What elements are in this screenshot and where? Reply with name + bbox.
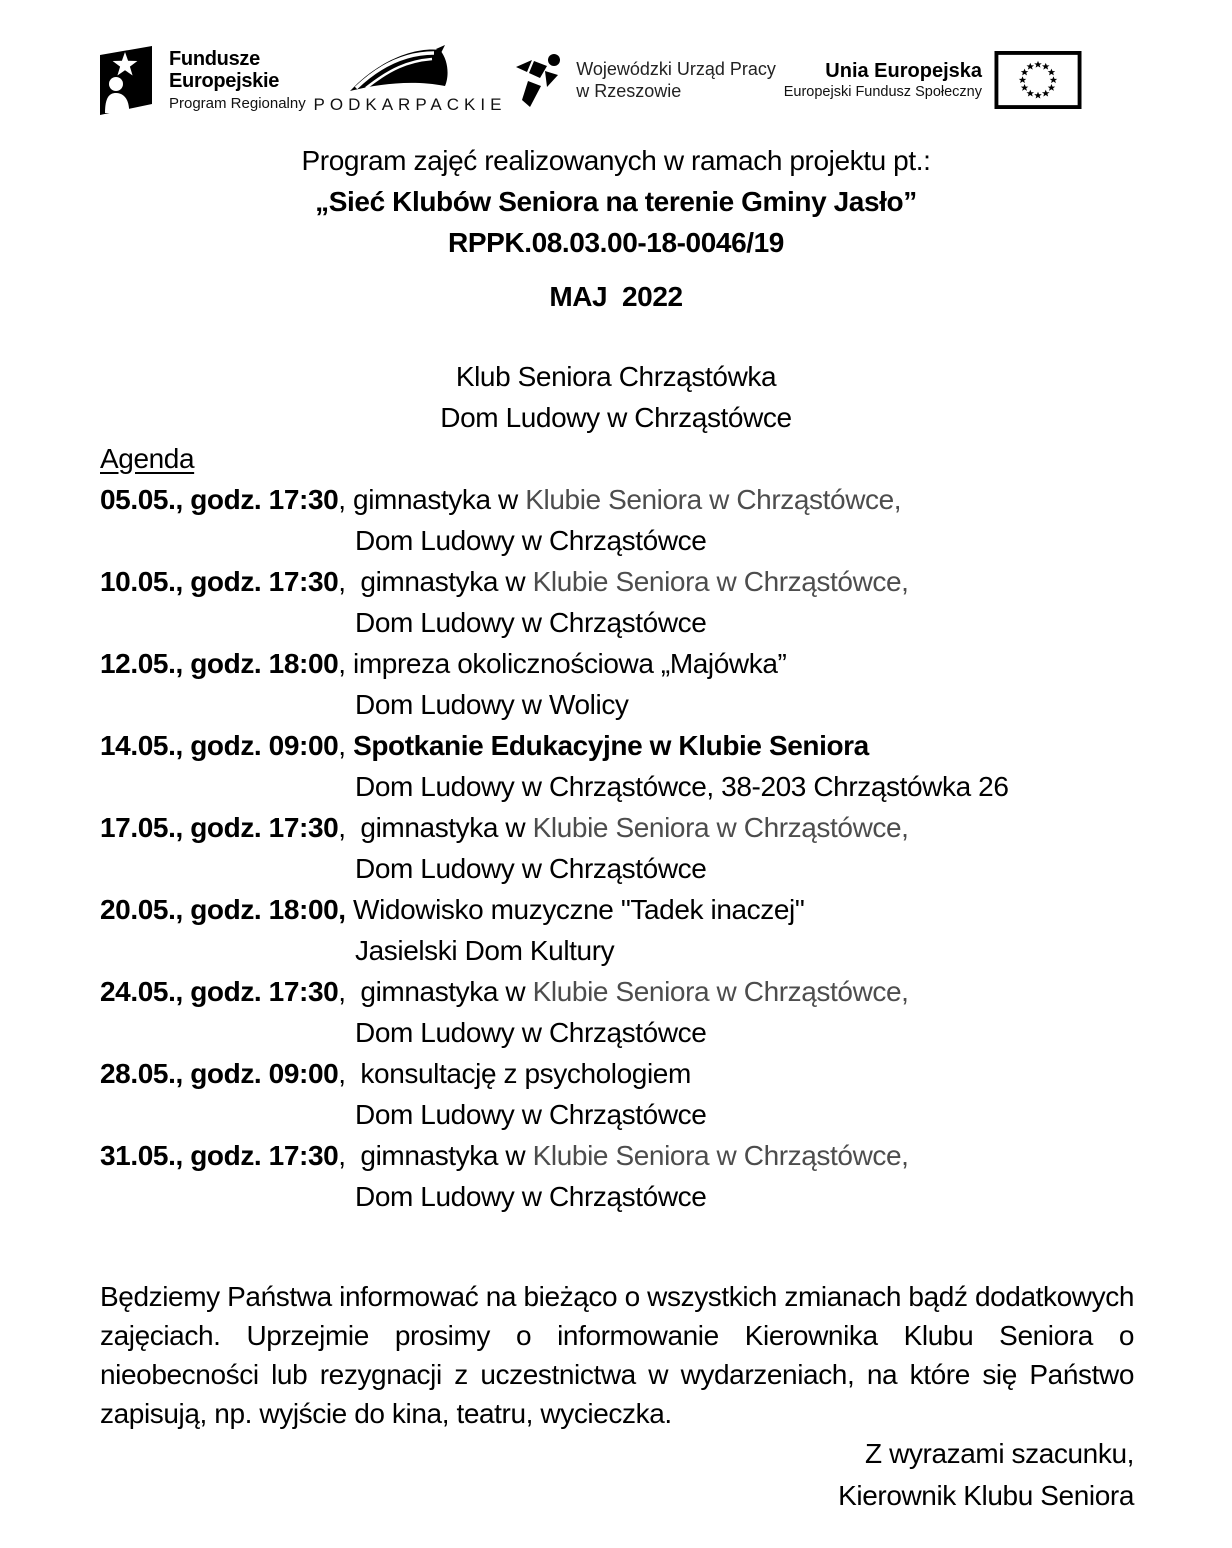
- document-title-block: [0, 140, 1232, 317]
- logo-unia-europejska: [784, 51, 1082, 109]
- event-activity: , impreza okolicznościowa „Majówka”: [338, 648, 787, 679]
- event-activity-muted: Klubie Seniora w Chrząstówce,: [532, 566, 909, 597]
- agenda-event: [100, 643, 1134, 725]
- event-title: [100, 643, 1134, 684]
- event-activity: , gimnastyka w: [338, 812, 533, 843]
- event-date: 05.05., godz. 17:30: [100, 484, 339, 515]
- event-location: Dom Ludowy w Chrząstówce: [355, 1017, 707, 1048]
- event-location: Dom Ludowy w Chrząstówce, 38-203 Chrząstówka 26: [355, 771, 1009, 802]
- event-activity: , gimnastyka w: [338, 976, 533, 1007]
- content: [0, 438, 1232, 1517]
- event-location: Dom Ludowy w Chrząstówce: [355, 1181, 707, 1212]
- eu-logo-text: [784, 60, 982, 100]
- project-title: „Sieć Klubów Seniora na terenie Gminy Jasło”: [315, 186, 917, 217]
- venue-club: Klub Seniora Chrząstówka: [455, 361, 777, 392]
- event-activity-muted: Klubie Seniora w Chrząstówce,: [532, 812, 909, 843]
- month-title: MAJ 2022: [549, 281, 683, 312]
- signature-role: Kierownik Klubu Seniora: [838, 1480, 1134, 1511]
- fundusze-europejskie-flag-icon: [95, 44, 157, 116]
- agenda-event: [100, 889, 1134, 971]
- agenda-event: [100, 561, 1134, 643]
- event-date: 17.05., godz. 17:30: [100, 812, 339, 843]
- agenda-event: [100, 1053, 1134, 1135]
- event-location: Dom Ludowy w Chrząstówce: [355, 525, 707, 556]
- event-activity-muted: Klubie Seniora w Chrząstówce,: [532, 976, 909, 1007]
- project-number: RPPK.08.03.00-18-0046/19: [448, 227, 784, 258]
- agenda-event: [100, 479, 1134, 561]
- fundusze-logo-subtitle: Program Regionalny: [169, 95, 306, 112]
- event-title: [100, 807, 1134, 848]
- event-activity-muted: Klubie Seniora w Chrząstówce,: [525, 484, 902, 515]
- eu-logo-subtitle: Europejski Fundusz Społeczny: [783, 84, 982, 100]
- event-activity: , gimnastyka w: [338, 484, 526, 515]
- podkarpackie-swoosh-icon: [346, 45, 474, 93]
- logo-podkarpackie: [314, 45, 507, 115]
- fundusze-logo-title: [169, 48, 306, 92]
- eu-logo-title: Unia Europejska: [825, 60, 982, 82]
- wup-text-line2: w Rzeszowie: [576, 81, 682, 101]
- event-date: 12.05., godz. 18:00: [100, 648, 339, 679]
- eu-flag-icon: [994, 51, 1082, 109]
- event-date: 10.05., godz. 17:30: [100, 566, 339, 597]
- event-date: 14.05., godz. 09:00: [100, 730, 339, 761]
- event-activity: ,: [338, 730, 354, 761]
- title-intro: Program zajęć realizowanych w ramach projektu pt.:: [301, 145, 931, 176]
- wup-rzeszow-figure-icon: [514, 51, 566, 109]
- footer-note: Będziemy Państwa informować na bieżąco o wszystkich zmianach bądź dodatkowych zajęciach. Uprzejmie prosimy o informowanie Kierownika Klubu Seniora o nieobecności lub rezygnacji z uczestnictwa w wydarzeniach, na które się Państwo zapisują, np. wyjście do kina, teatru, wycieczka.: [100, 1281, 1134, 1429]
- event-activity: , gimnastyka w: [338, 1140, 533, 1171]
- event-activity-muted: Klubie Seniora w Chrząstówce,: [532, 1140, 909, 1171]
- wup-logo-text: [576, 58, 776, 102]
- event-location: Dom Ludowy w Chrząstówce: [355, 607, 707, 638]
- event-title: [100, 561, 1134, 602]
- signature-block: [100, 1433, 1134, 1517]
- event-title: [100, 1053, 1134, 1094]
- event-date: 31.05., godz. 17:30: [100, 1140, 339, 1171]
- event-date: 28.05., godz. 09:00: [100, 1058, 339, 1089]
- event-title: [100, 479, 1134, 520]
- fundusze-title-line2: Europejskie: [169, 70, 280, 92]
- logo-wup-rzeszow: [514, 51, 776, 109]
- event-title: [100, 971, 1134, 1012]
- logo-fundusze-europejskie: [95, 44, 306, 116]
- agenda-heading: [100, 438, 1134, 479]
- event-title: [100, 889, 1134, 930]
- event-location: Jasielski Dom Kultury: [355, 935, 615, 966]
- signature-closing: Z wyrazami szacunku,: [865, 1438, 1134, 1469]
- event-activity: , gimnastyka w: [338, 566, 533, 597]
- logo-strip: [0, 0, 1232, 118]
- event-activity: , konsultację z psychologiem: [338, 1058, 691, 1089]
- event-title: [100, 725, 1134, 766]
- event-location: Dom Ludowy w Chrząstówce: [355, 1099, 707, 1130]
- event-location: Dom Ludowy w Chrząstówce: [355, 853, 707, 884]
- event-date: 24.05., godz. 17:30: [100, 976, 339, 1007]
- agenda-event: [100, 807, 1134, 889]
- event-location: Dom Ludowy w Wolicy: [355, 689, 629, 720]
- agenda-event: [100, 971, 1134, 1053]
- agenda-event: [100, 1135, 1134, 1217]
- fundusze-title-line1: Fundusze: [169, 48, 260, 70]
- venue-block: [0, 356, 1232, 438]
- venue-address: Dom Ludowy w Chrząstówce: [440, 402, 792, 433]
- event-activity-bold: Spotkanie Edukacyjne w Klubie Seniora: [353, 730, 869, 761]
- event-activity: Widowisko muzyczne "Tadek inaczej": [345, 894, 805, 925]
- podkarpackie-logo-label: PODKARPACKIE: [313, 95, 507, 114]
- event-date: 20.05., godz. 18:00,: [100, 894, 346, 925]
- wup-text-line1: Wojewódzki Urząd Pracy: [576, 59, 776, 79]
- agenda-event: [100, 725, 1134, 807]
- event-title: [100, 1135, 1134, 1176]
- agenda-heading-label: Agenda: [100, 443, 195, 474]
